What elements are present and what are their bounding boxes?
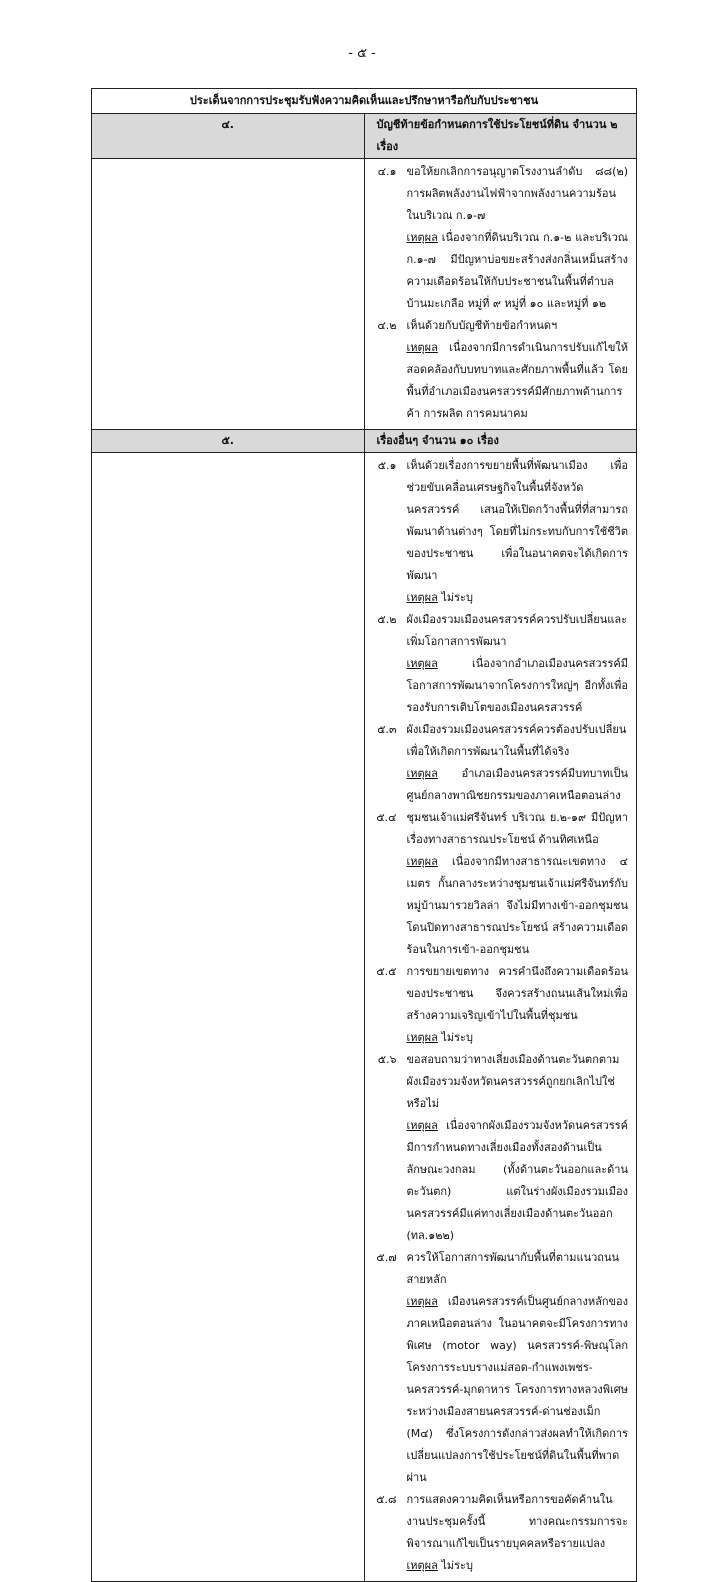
reason-label: เหตุผล [406, 657, 438, 670]
reason-label: เหตุผล [406, 767, 438, 780]
item-number: ๕.๓ [377, 723, 397, 736]
reason-label: เหตุผล [406, 1119, 438, 1132]
section-content-row [92, 453, 637, 1582]
item-number: ๕.๕ [376, 965, 397, 978]
table-title-row [92, 89, 637, 114]
list-item [365, 1049, 629, 1247]
item-text: การขยายเขตทาง ควรคำนึงถึงความเดือดร้อนของประชาชน จึงควรสร้างถนนเส้นใหม่เพื่อสร้างความเจริญเข้าไปในพื้นที่ชุมชน [406, 965, 628, 1022]
item-body [407, 315, 629, 425]
item-number: ๔.๑ [377, 165, 397, 178]
list-item [365, 807, 629, 961]
item-reason [407, 337, 629, 425]
item-number: ๕.๖ [377, 1053, 397, 1066]
section-number: ๕. [92, 430, 365, 453]
section-content-row [92, 159, 637, 430]
reason-text: ไม่ระบุ [441, 591, 473, 604]
list-item [365, 455, 629, 609]
item-reason [407, 1291, 629, 1489]
reason-text: เนื่องจากที่ดินบริเวณ ก.๑-๒ และบริเวณ ก.๑-๗ มีปัญหาบ่อขยะสร้างส่งกลิ่นเหม็นสร้างความเดือดร้อนให้กับประชาชนในพื้นที่ตำบลบ้านมะเกลือ หมู่ที่ ๙ หมู่ที่ ๑๐ และหมู่ที่ ๑๒ [406, 231, 629, 310]
reason-text: เนื่องจากมีการดำเนินการปรับแก้ไขให้สอดคล้องกับบทบาทและศักยภาพพื้นที่แล้ว โดยพื้นที่อำเภอเมืองนครสวรรค์มีศักยภาพด้านการค้า การผลิต การคมนาคม [406, 341, 628, 420]
list-item [365, 161, 629, 315]
item-reason [407, 1027, 629, 1049]
section-title: เรื่องอื่นๆ จำนวน ๑๐ เรื่อง [364, 430, 637, 453]
reason-text: ไม่ระบุ [441, 1559, 473, 1572]
list-item [365, 315, 629, 425]
reason-label: เหตุผล [406, 1031, 438, 1044]
list-item [365, 1489, 629, 1577]
section-header-row [92, 114, 637, 159]
item-text: เห็นด้วยเรื่องการขยายพื้นที่พัฒนาเมือง เพื่อช่วยขับเคลื่อนเศรษฐกิจในพื้นที่จังหวัดนครสวรรค์ เสนอให้เปิดกว้างพื้นที่ที่สามารถพัฒนาด้านต่างๆ โดยที่ไม่กระทบกับการใช้ชีวิตของประชาชน เพื่อในอนาคตจะได้เกิดการพัฒนา [406, 459, 628, 582]
section-spacer-cell [92, 159, 365, 430]
item-text: ผังเมืองรวมเมืองนครสวรรค์ควรปรับเปลี่ยนและเพิ่มโอกาสการพัฒนา [406, 613, 627, 648]
section-header-row [92, 430, 637, 453]
section-content [364, 159, 637, 430]
section-title: บัญชีท้ายข้อกำหนดการใช้ประโยชน์ที่ดิน จำนวน ๒ เรื่อง [364, 114, 637, 159]
list-item [365, 719, 629, 807]
item-body [407, 961, 629, 1049]
item-text: ผังเมืองรวมเมืองนครสวรรค์ควรต้องปรับเปลี่ยนเพื่อให้เกิดการพัฒนาในพื้นที่ได้จริง [406, 723, 627, 758]
section-spacer-cell [92, 453, 365, 1582]
section-content [364, 453, 637, 1582]
list-item [365, 1247, 629, 1489]
item-text: ควรให้โอกาสการพัฒนากับพื้นที่ตามแนวถนนสายหลัก [406, 1251, 619, 1286]
item-number: ๕.๗ [376, 1251, 397, 1264]
item-text: การแสดงความคิดเห็นหรือการขอคัดค้านในงานประชุมครั้งนี้ ทางคณะกรรมการจะพิจารณาแก้ไขเป็นรายบุคคลหรือรายแปลง [406, 1493, 628, 1550]
item-body [407, 1489, 629, 1577]
item-number: ๕.๔ [376, 811, 397, 824]
item-text: ชุมชนเจ้าแม่ศรีจันทร์ บริเวณ ย.๒-๑๙ มีปัญหาเรื่องทางสาธารณประโยชน์ ด้านทิศเหนือ [406, 811, 628, 846]
hearing-issues-table [91, 88, 637, 1582]
item-reason [407, 851, 629, 961]
reason-label: เหตุผล [406, 591, 438, 604]
item-body [407, 161, 629, 315]
item-body [407, 1049, 629, 1247]
list-item [365, 961, 629, 1049]
item-reason [407, 763, 629, 807]
item-body [407, 1247, 629, 1489]
reason-label: เหตุผล [406, 855, 438, 868]
reason-text: เนื่องจากผังเมืองรวมจังหวัดนครสวรรค์ มีการกำหนดทางเลี่ยงเมืองทั้งสองด้านเป็นลักษณะวงกลม (ทั้งด้านตะวันออกและด้านตะวันตก) แต่ในร่างผังเมืองรวมเมืองนครสวรรค์มีแค่ทางเลี่ยงเมืองด้านตะวันออก (ทล.๑๒๒) [406, 1119, 628, 1242]
reason-text: เมืองนครสวรรค์เป็นศูนย์กลางหลักของภาคเหนือตอนล่าง ในอนาคตจะมีโครงการทางพิเศษ (motor way) นครสวรรค์-พิษณุโลก โครงการระบบรางแม่สอด-กำแพงเพชร-นครสวรรค์-มุกดาหาร โครงการทางหลวงพิเศษระหว่างเมืองสายนครสวรรค์-ด่านช่องเม็ก (M๔) ซึ่งโครงการดังกล่าวส่งผลทำให้เกิดการเปลี่ยนแปลงการใช้ประโยชน์ที่ดินในพื้นที่พาดผ่าน [406, 1295, 628, 1484]
item-reason [407, 1555, 629, 1577]
reason-label: เหตุผล [406, 231, 438, 244]
item-number: ๕.๒ [377, 613, 397, 626]
reason-text: อำเภอเมืองนครสวรรค์มีบทบาทเป็นศูนย์กลางพาณิชยกรรมของภาคเหนือตอนล่าง [406, 767, 628, 802]
reason-text: เนื่องจากอำเภอเมืองนครสวรรค์มีโอกาสการพัฒนาจากโครงการใหญ่ๆ อีกทั้งเพื่อรองรับการเติบโตของเมืองนครสวรรค์ [406, 657, 628, 714]
item-number: ๕.๑ [377, 459, 397, 472]
item-reason [407, 587, 629, 609]
reason-text: ไม่ระบุ [441, 1031, 473, 1044]
reason-text: เนื่องจากมีทางสาธารณะเขตทาง ๔ เมตร กั้นกลางระหว่างชุมชนเจ้าแม่ศรีจันทร์กับหมู่บ้านมารวยวิลล่า จึงไม่มีทางเข้า-ออกชุมชน โดนปิดทางสาธารณประโยชน์ สร้างความเดือดร้อนในการเข้า-ออกชุมชน [406, 855, 628, 956]
reason-label: เหตุผล [406, 1559, 438, 1572]
page-number: - ๕ - [348, 46, 376, 61]
item-text: ขอให้ยกเลิกการอนุญาตโรงงานลำดับ ๘๘(๒) การผลิตพลังงานไฟฟ้าจากพลังงานความร้อนในบริเวณ ก.๑-๗ [406, 165, 628, 222]
reason-label: เหตุผล [406, 1295, 438, 1308]
item-number: ๕.๘ [376, 1493, 397, 1506]
item-text: เห็นด้วยกับบัญชีท้ายข้อกำหนดฯ [406, 319, 558, 332]
item-body [407, 807, 629, 961]
item-body [407, 609, 629, 719]
section-number: ๔. [92, 114, 365, 159]
item-text: ขอสอบถามว่าทางเลี่ยงเมืองด้านตะวันตกตามผังเมืองรวมจังหวัดนครสวรรค์ถูกยกเลิกไปใช่หรือไม่ [406, 1053, 620, 1110]
item-body [407, 455, 629, 609]
item-reason [407, 1115, 629, 1247]
item-reason [407, 653, 629, 719]
list-item [365, 609, 629, 719]
reason-label: เหตุผล [406, 341, 438, 354]
table-title: ประเด็นจากการประชุมรับฟังความคิดเห็นและปรึกษาหารือกับกับประชาชน [92, 89, 637, 114]
item-number: ๔.๒ [377, 319, 397, 332]
item-body [407, 719, 629, 807]
item-reason [407, 227, 629, 315]
